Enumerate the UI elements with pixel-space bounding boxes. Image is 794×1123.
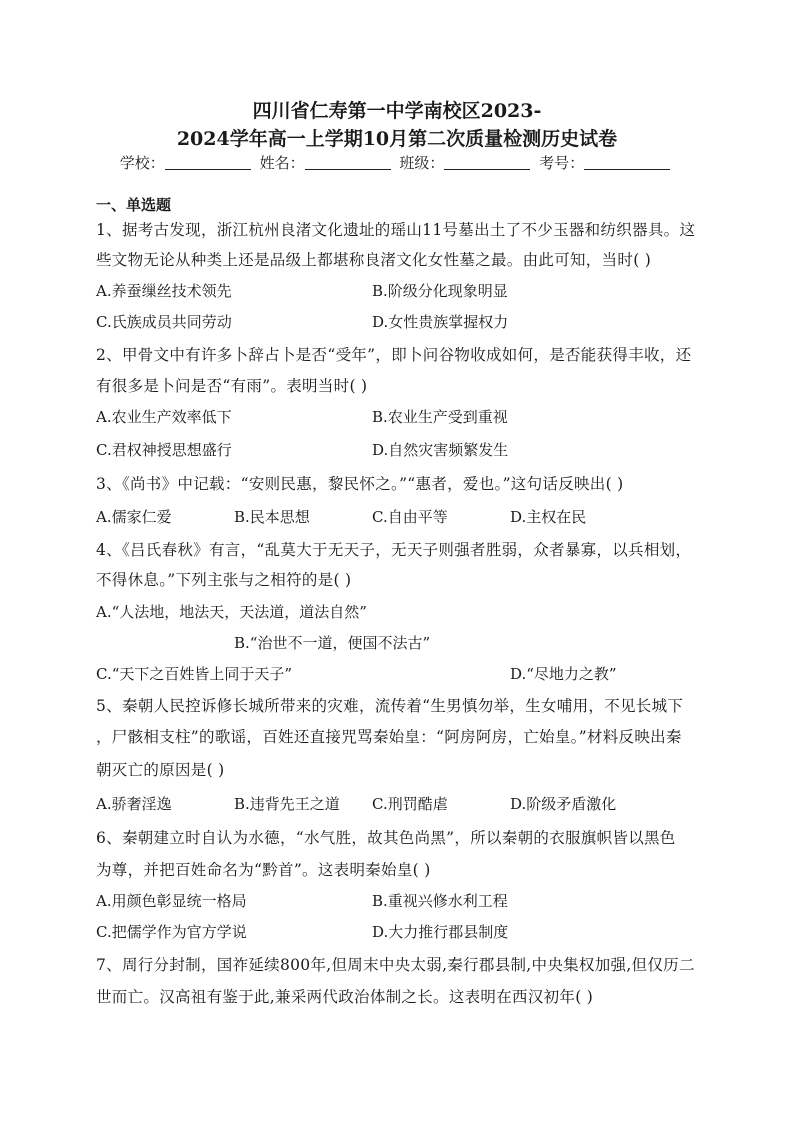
- question-4-line-1: 4、《吕氏春秋》有言，“乱莫大于无天子，无天子则强者胜弱，众者暴寡，以兵相划，: [96, 541, 692, 559]
- question-5-line-1: 5、秦朝人民控诉修长城所带来的灾难，流传着“生男慎勿举，生女哺用，不见长城下: [96, 697, 684, 715]
- question-2-option-a[interactable]: A.农业生产效率低下: [96, 408, 232, 426]
- question-1-line-1: 1、据考古发现，浙江杭州良渚文化遗址的瑶山11号墓出土了不少玉器和纺织器具。这: [96, 221, 696, 239]
- id-blank[interactable]: [584, 155, 670, 170]
- question-1-line-2: 些文物无论从种类上还是品级上都堪称良渚文化女性墓之最。由此可知，当时( ): [96, 251, 652, 269]
- question-2-option-c[interactable]: C.君权神授思想盛行: [96, 441, 232, 459]
- question-3-option-a[interactable]: A.儒家仁爱: [96, 508, 172, 526]
- question-3-option-d[interactable]: D.主权在民: [510, 508, 587, 526]
- question-3-option-c[interactable]: C.自由平等: [372, 508, 448, 526]
- name-blank[interactable]: [305, 155, 391, 170]
- question-3-line-1: 3、《尚书》中记载：“安则民惠，黎民怀之。”“惠者，爱也。”这句话反映出( ): [96, 475, 624, 493]
- exam-title-line2: 2024学年高一上学期10月第二次质量检测历史试卷: [176, 128, 618, 150]
- school-blank[interactable]: [165, 155, 251, 170]
- question-4-option-d[interactable]: D.“尽地力之教”: [510, 665, 617, 683]
- question-6-option-c[interactable]: C.把儒学作为官方学说: [96, 923, 247, 941]
- question-1-option-b[interactable]: B.阶级分化现象明显: [372, 282, 508, 300]
- question-2-option-b[interactable]: B.农业生产受到重视: [372, 408, 508, 426]
- question-3-option-b[interactable]: B.民本思想: [234, 508, 310, 526]
- question-2-line-2: 有很多是卜问是否“有雨”。表明当时( ): [96, 377, 368, 395]
- question-4-option-c[interactable]: C.“天下之百姓皆上同于天子”: [96, 665, 293, 683]
- name-label: 姓名：: [259, 154, 305, 172]
- id-label: 考号：: [539, 154, 585, 172]
- exam-title-line1: 四川省仁寿第一中学南校区2023-: [252, 100, 542, 122]
- question-6-line-2: 为尊，并把百姓命名为“黔首”。这表明秦始皇( ): [96, 861, 431, 879]
- question-5-option-b[interactable]: B.违背先王之道: [234, 795, 340, 813]
- question-5-option-d[interactable]: D.阶级矛盾激化: [510, 795, 617, 813]
- student-info-row: [0, 152, 794, 173]
- question-6-option-d[interactable]: D.大力推行郡县制度: [372, 923, 509, 941]
- class-blank[interactable]: [444, 155, 530, 170]
- question-7-line-2: 世而亡。汉高祖有鉴于此,兼采两代政治体制之长。这表明在西汉初年( ): [96, 988, 594, 1006]
- question-6-option-b[interactable]: B.重视兴修水利工程: [372, 892, 508, 910]
- question-4-option-a[interactable]: A.“人法地，地法天，天法道，道法自然”: [96, 603, 367, 621]
- question-1-option-c[interactable]: C.氏族成员共同劳动: [96, 313, 232, 331]
- question-2-option-d[interactable]: D.自然灾害频繁发生: [372, 441, 509, 459]
- question-1-option-d[interactable]: D.女性贵族掌握权力: [372, 313, 509, 331]
- question-5-line-3: 朝灭亡的原因是( ): [96, 761, 225, 779]
- question-4-option-b[interactable]: B.“治世不一道，便国不法古”: [234, 634, 431, 652]
- question-6-option-a[interactable]: A.用颜色彰显统一格局: [96, 892, 247, 910]
- question-6-line-1: 6、秦朝建立时自认为水德，“水气胜，故其色尚黑”，所以秦朝的衣服旗帜皆以黑色: [96, 829, 676, 847]
- question-5-option-a[interactable]: A.骄奢淫逸: [96, 795, 172, 813]
- question-4-line-2: 不得休息。”下列主张与之相符的是( ): [96, 571, 352, 589]
- section-heading: 一、单选题: [96, 196, 172, 214]
- question-1-option-a[interactable]: A.养蚕缫丝技术领先: [96, 282, 232, 300]
- question-5-line-2: ，尸骸相支柱”的歌谣，百姓还直接咒骂秦始皇：“阿房阿房，亡始皇。”材料反映出秦: [96, 728, 682, 746]
- question-5-option-c[interactable]: C.刑罚酷虐: [372, 795, 448, 813]
- question-2-line-1: 2、甲骨文中有许多卜辞占卜是否“受年”，即卜问谷物收成如何，是否能获得丰收，还: [96, 346, 692, 364]
- school-label: 学校：: [119, 154, 165, 172]
- class-label: 班级：: [399, 154, 445, 172]
- question-7-line-1: 7、周行分封制，国祚延续800年,但周末中央太弱,秦行郡县制,中央集权加强,但仅历二: [96, 956, 695, 974]
